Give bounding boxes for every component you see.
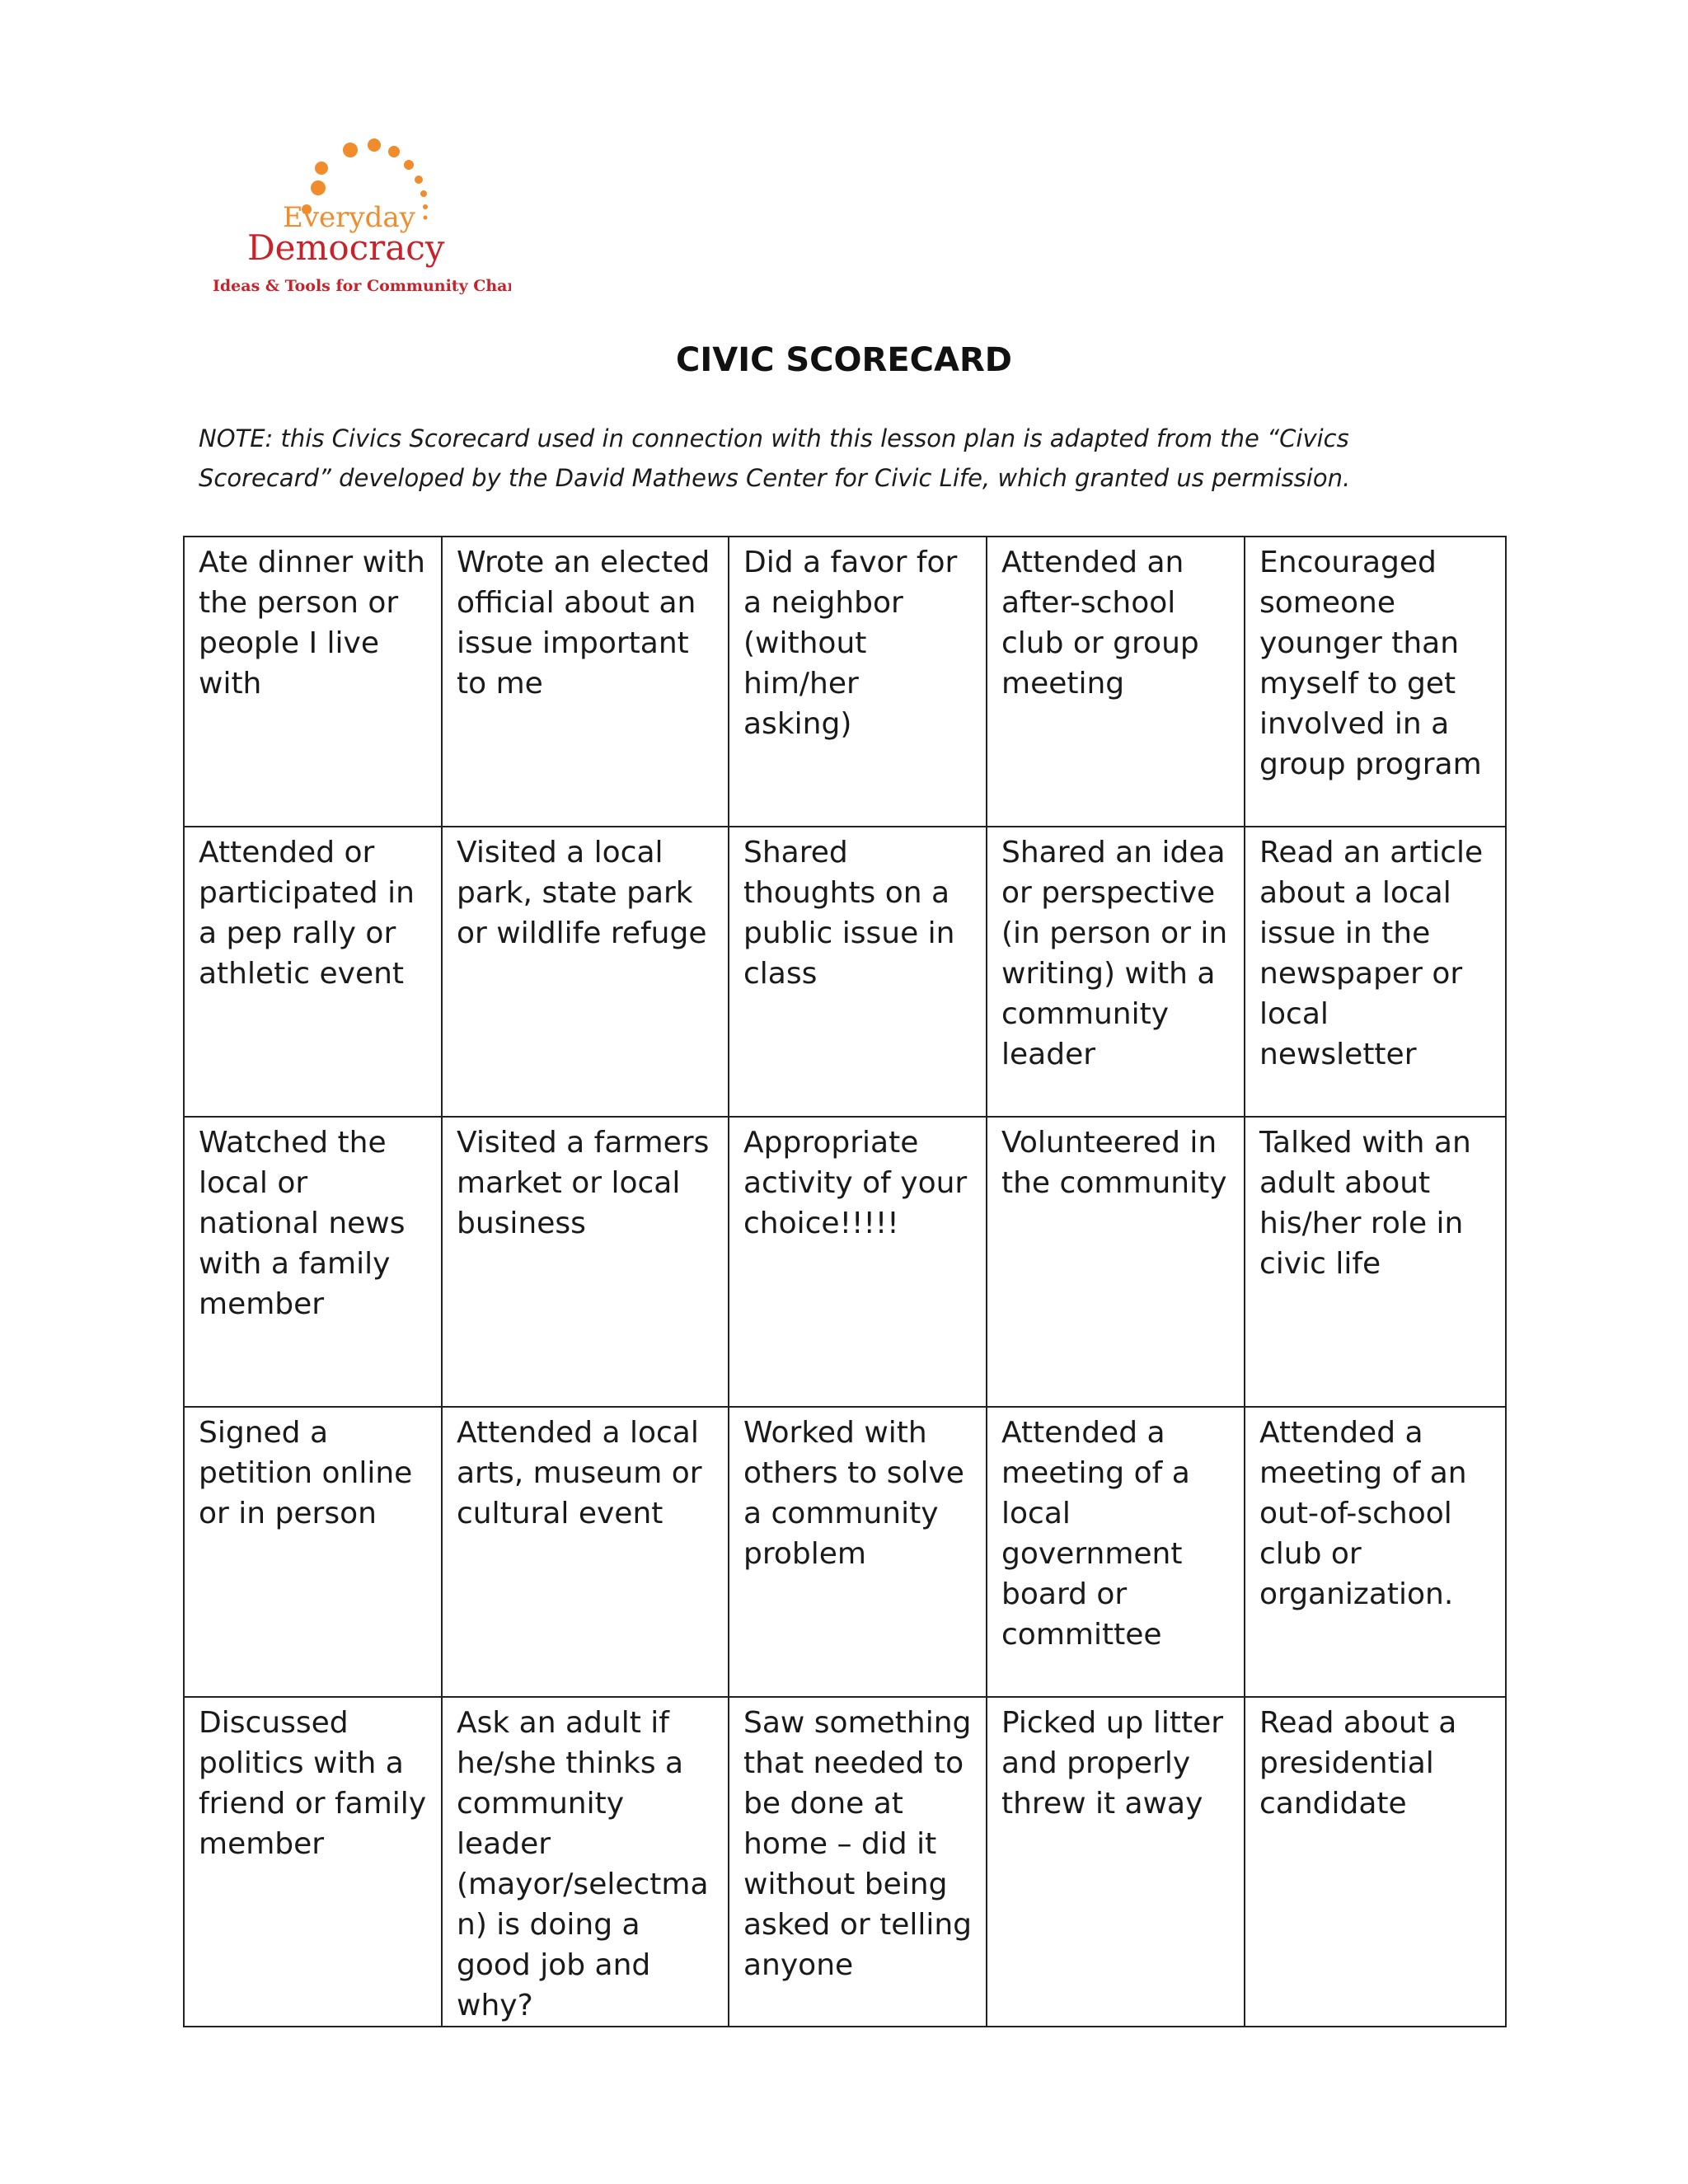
logo-tagline: Ideas & Tools for Community Change (213, 277, 511, 295)
grid-cell: Attended a local arts, museum or cultural event (442, 1407, 729, 1697)
grid-cell: Attended a meeting of an out-of-school club or organization. (1245, 1407, 1506, 1697)
everyday-democracy-logo (206, 138, 511, 303)
grid-cell: Read about a presidential candidate (1245, 1697, 1506, 2027)
grid-row (184, 1407, 1506, 1697)
grid-cell: Ate dinner with the person or people I live with (184, 537, 442, 827)
grid-row (184, 537, 1506, 827)
logo-word-democracy: Democracy (247, 227, 445, 268)
grid-cell: Attended an after-school club or group meeting (987, 537, 1245, 827)
page-title: CIVIC SCORECARD (676, 341, 1012, 379)
grid-cell: Volunteered in the community (987, 1117, 1245, 1407)
grid-cell: Encouraged someone younger than myself to get involved in a group program (1245, 537, 1506, 827)
grid-cell: Attended a meeting of a local government board or committee (987, 1407, 1245, 1697)
grid-row (184, 1117, 1506, 1407)
scorecard-grid (183, 536, 1507, 2027)
grid-cell: Shared thoughts on a public issue in class (729, 827, 987, 1117)
grid-cell: Shared an idea or perspective (in person or in writing) with a community leader (987, 827, 1245, 1117)
grid-cell: Talked with an adult about his/her role in civic life (1245, 1117, 1506, 1407)
grid-cell: Ask an adult if he/she thinks a community leader (mayor/selectman) is doing a good job and why? (442, 1697, 729, 2027)
grid-cell: Attended or participated in a pep rally or athletic event (184, 827, 442, 1117)
grid-cell: Appropriate activity of your choice!!!!! (729, 1117, 987, 1407)
grid-cell: Worked with others to solve a community problem (729, 1407, 987, 1697)
grid-row (184, 827, 1506, 1117)
grid-cell: Picked up litter and properly threw it away (987, 1697, 1245, 2027)
grid-cell: Did a favor for a neighbor (without him/her asking) (729, 537, 987, 827)
grid-cell: Wrote an elected official about an issue important to me (442, 537, 729, 827)
grid-cell: Visited a farmers market or local business (442, 1117, 729, 1407)
logo-word-everyday: Everyday (283, 201, 415, 234)
grid-cell: Discussed politics with a friend or family member (184, 1697, 442, 2027)
grid-row (184, 1697, 1506, 2027)
grid-cell: Read an article about a local issue in the newspaper or local newsletter (1245, 827, 1506, 1117)
grid-cell: Watched the local or national news with a family member (184, 1117, 442, 1407)
logo-graphic (206, 138, 511, 303)
grid-cell: Visited a local park, state park or wildlife refuge (442, 827, 729, 1117)
grid-cell: Saw something that needed to be done at home – did it without being asked or telling anyone (729, 1697, 987, 2027)
attribution-note: NOTE: this Civics Scorecard used in connection with this lesson plan is adapted from the “Civics Scorecard” developed by the David Mathews Center for Civic Life, which granted us permission. (199, 424, 1351, 492)
grid-cell: Signed a petition online or in person (184, 1407, 442, 1697)
